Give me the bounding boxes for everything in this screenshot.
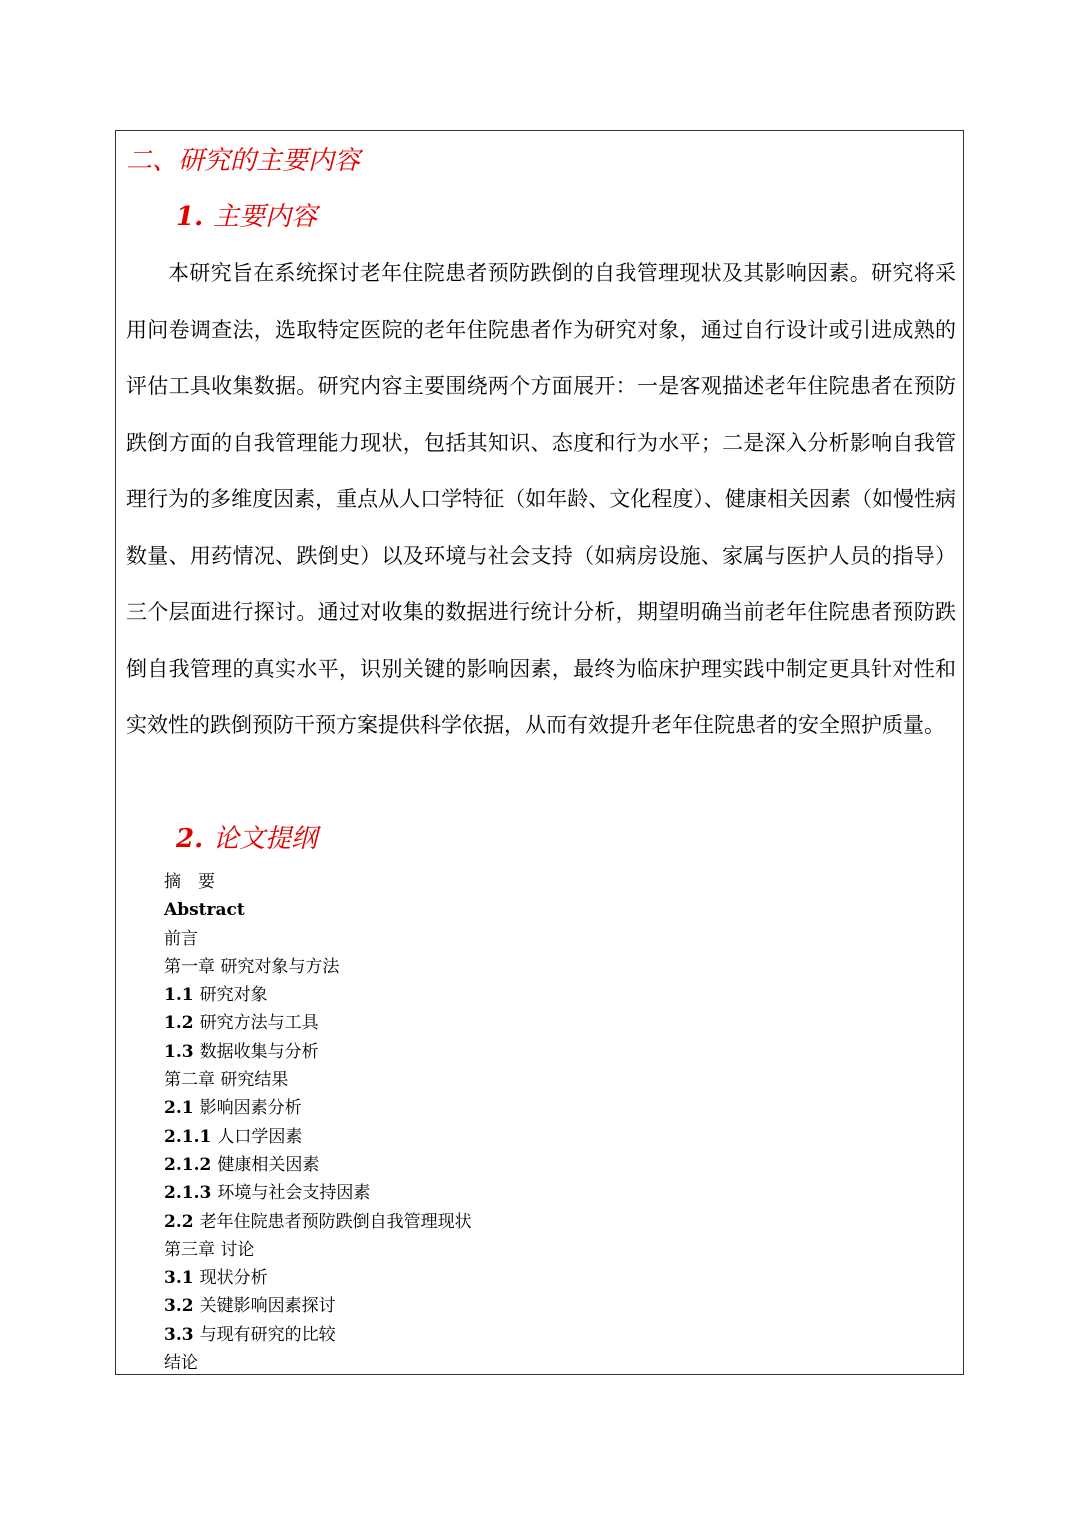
outline-item-text: 健康相关因素 (217, 1154, 320, 1175)
outline-item-number: 3.2 (164, 1296, 194, 1317)
outline-item (164, 925, 472, 953)
outline-item (164, 868, 472, 896)
outline-item-number: 2.1.3 (164, 1183, 212, 1204)
outline-item (164, 1009, 472, 1037)
outline-item (164, 1123, 472, 1151)
outline-item-number: 2.1 (164, 1098, 194, 1119)
outline-item (164, 1264, 472, 1292)
outline-item (164, 1094, 472, 1122)
outline-item-text: 摘 要 (164, 872, 215, 892)
outline-item (164, 1292, 472, 1320)
subsection-title-outline (176, 819, 317, 859)
outline-item-text: 第二章 研究结果 (164, 1070, 289, 1091)
subsection-number: 2. (176, 824, 204, 854)
outline-item-text: 现状分析 (199, 1268, 268, 1289)
outline-item (164, 1349, 472, 1377)
outline-item-text: 研究方法与工具 (199, 1013, 319, 1034)
outline-item-text: 结论 (164, 1353, 198, 1374)
outline-item (164, 1321, 472, 1349)
content-table-cell (115, 130, 964, 1375)
section-title: 二、研究的主要内容 (126, 146, 361, 176)
outline-item-text: 影响因素分析 (199, 1098, 302, 1119)
outline-item (164, 1208, 472, 1236)
subsection-number: 1. (176, 202, 204, 232)
outline-item-text: 研究对象 (199, 985, 268, 1006)
outline-item (164, 1066, 472, 1094)
outline-item-text: 前言 (164, 928, 198, 949)
outline-item-text: 关键影响因素探讨 (199, 1296, 336, 1317)
outline-item-number: 2.1.1 (164, 1126, 212, 1147)
outline-item-number: 3.1 (164, 1268, 194, 1289)
subsection-label: 论文提纲 (213, 824, 318, 854)
outline-item (164, 981, 472, 1009)
subsection-label: 主要内容 (213, 202, 318, 232)
outline-item-text: 老年住院患者预防跌倒自我管理现状 (199, 1211, 472, 1232)
outline-item (164, 1179, 472, 1207)
outline-item (164, 953, 472, 981)
outline-item-number: 1.1 (164, 985, 194, 1006)
outline-item-text: 第三章 讨论 (164, 1239, 255, 1260)
main-content-paragraph: 本研究旨在系统探讨老年住院患者预防跌倒的自我管理现状及其影响因素。研究将采用问卷调查法，选取特定医院的老年住院患者作为研究对象，通过自行设计或引进成熟的评估工具收集数据。研究内容主要围绕两个方面展开：一是客观描述老年住院患者在预防跌倒方面的自我管理能力现状，包括其知识、态度和行为水平；二是深入分析影响自我管理行为的多维度因素，重点从人口学特征（如年龄、文化程度）、健康相关因素（如慢性病数量、用药情况、跌倒史）以及环境与社会支持（如病房设施、家属与医护人员的指导）三个层面进行探讨。通过对收集的数据进行统计分析，期望明确当前老年住院患者预防跌倒自我管理的真实水平，识别关键的影响因素，最终为临床护理实践中制定更具针对性和实效性的跌倒预防干预方案提供科学依据，从而有效提升老年住院患者的安全照护质量。 (126, 261, 956, 737)
outline-item-text: 第一章 研究对象与方法 (164, 956, 340, 977)
thesis-outline-list (164, 868, 472, 1377)
subsection-title-main-content (176, 197, 317, 237)
outline-item-number: 2.1.2 (164, 1154, 212, 1175)
outline-item-number: 3.3 (164, 1324, 194, 1345)
outline-item-number: 2.2 (164, 1211, 194, 1232)
outline-item-text: Abstract (164, 900, 245, 921)
outline-item-number: 1.3 (164, 1041, 194, 1062)
outline-item-text: 环境与社会支持因素 (217, 1183, 371, 1204)
outline-item-text: 人口学因素 (217, 1126, 303, 1147)
outline-item (164, 1038, 472, 1066)
outline-item (164, 896, 472, 924)
outline-item (164, 1236, 472, 1264)
outline-item (164, 1151, 472, 1179)
outline-item-text: 数据收集与分析 (199, 1041, 319, 1062)
outline-item-text: 与现有研究的比较 (199, 1324, 336, 1345)
outline-item-number: 1.2 (164, 1013, 194, 1034)
